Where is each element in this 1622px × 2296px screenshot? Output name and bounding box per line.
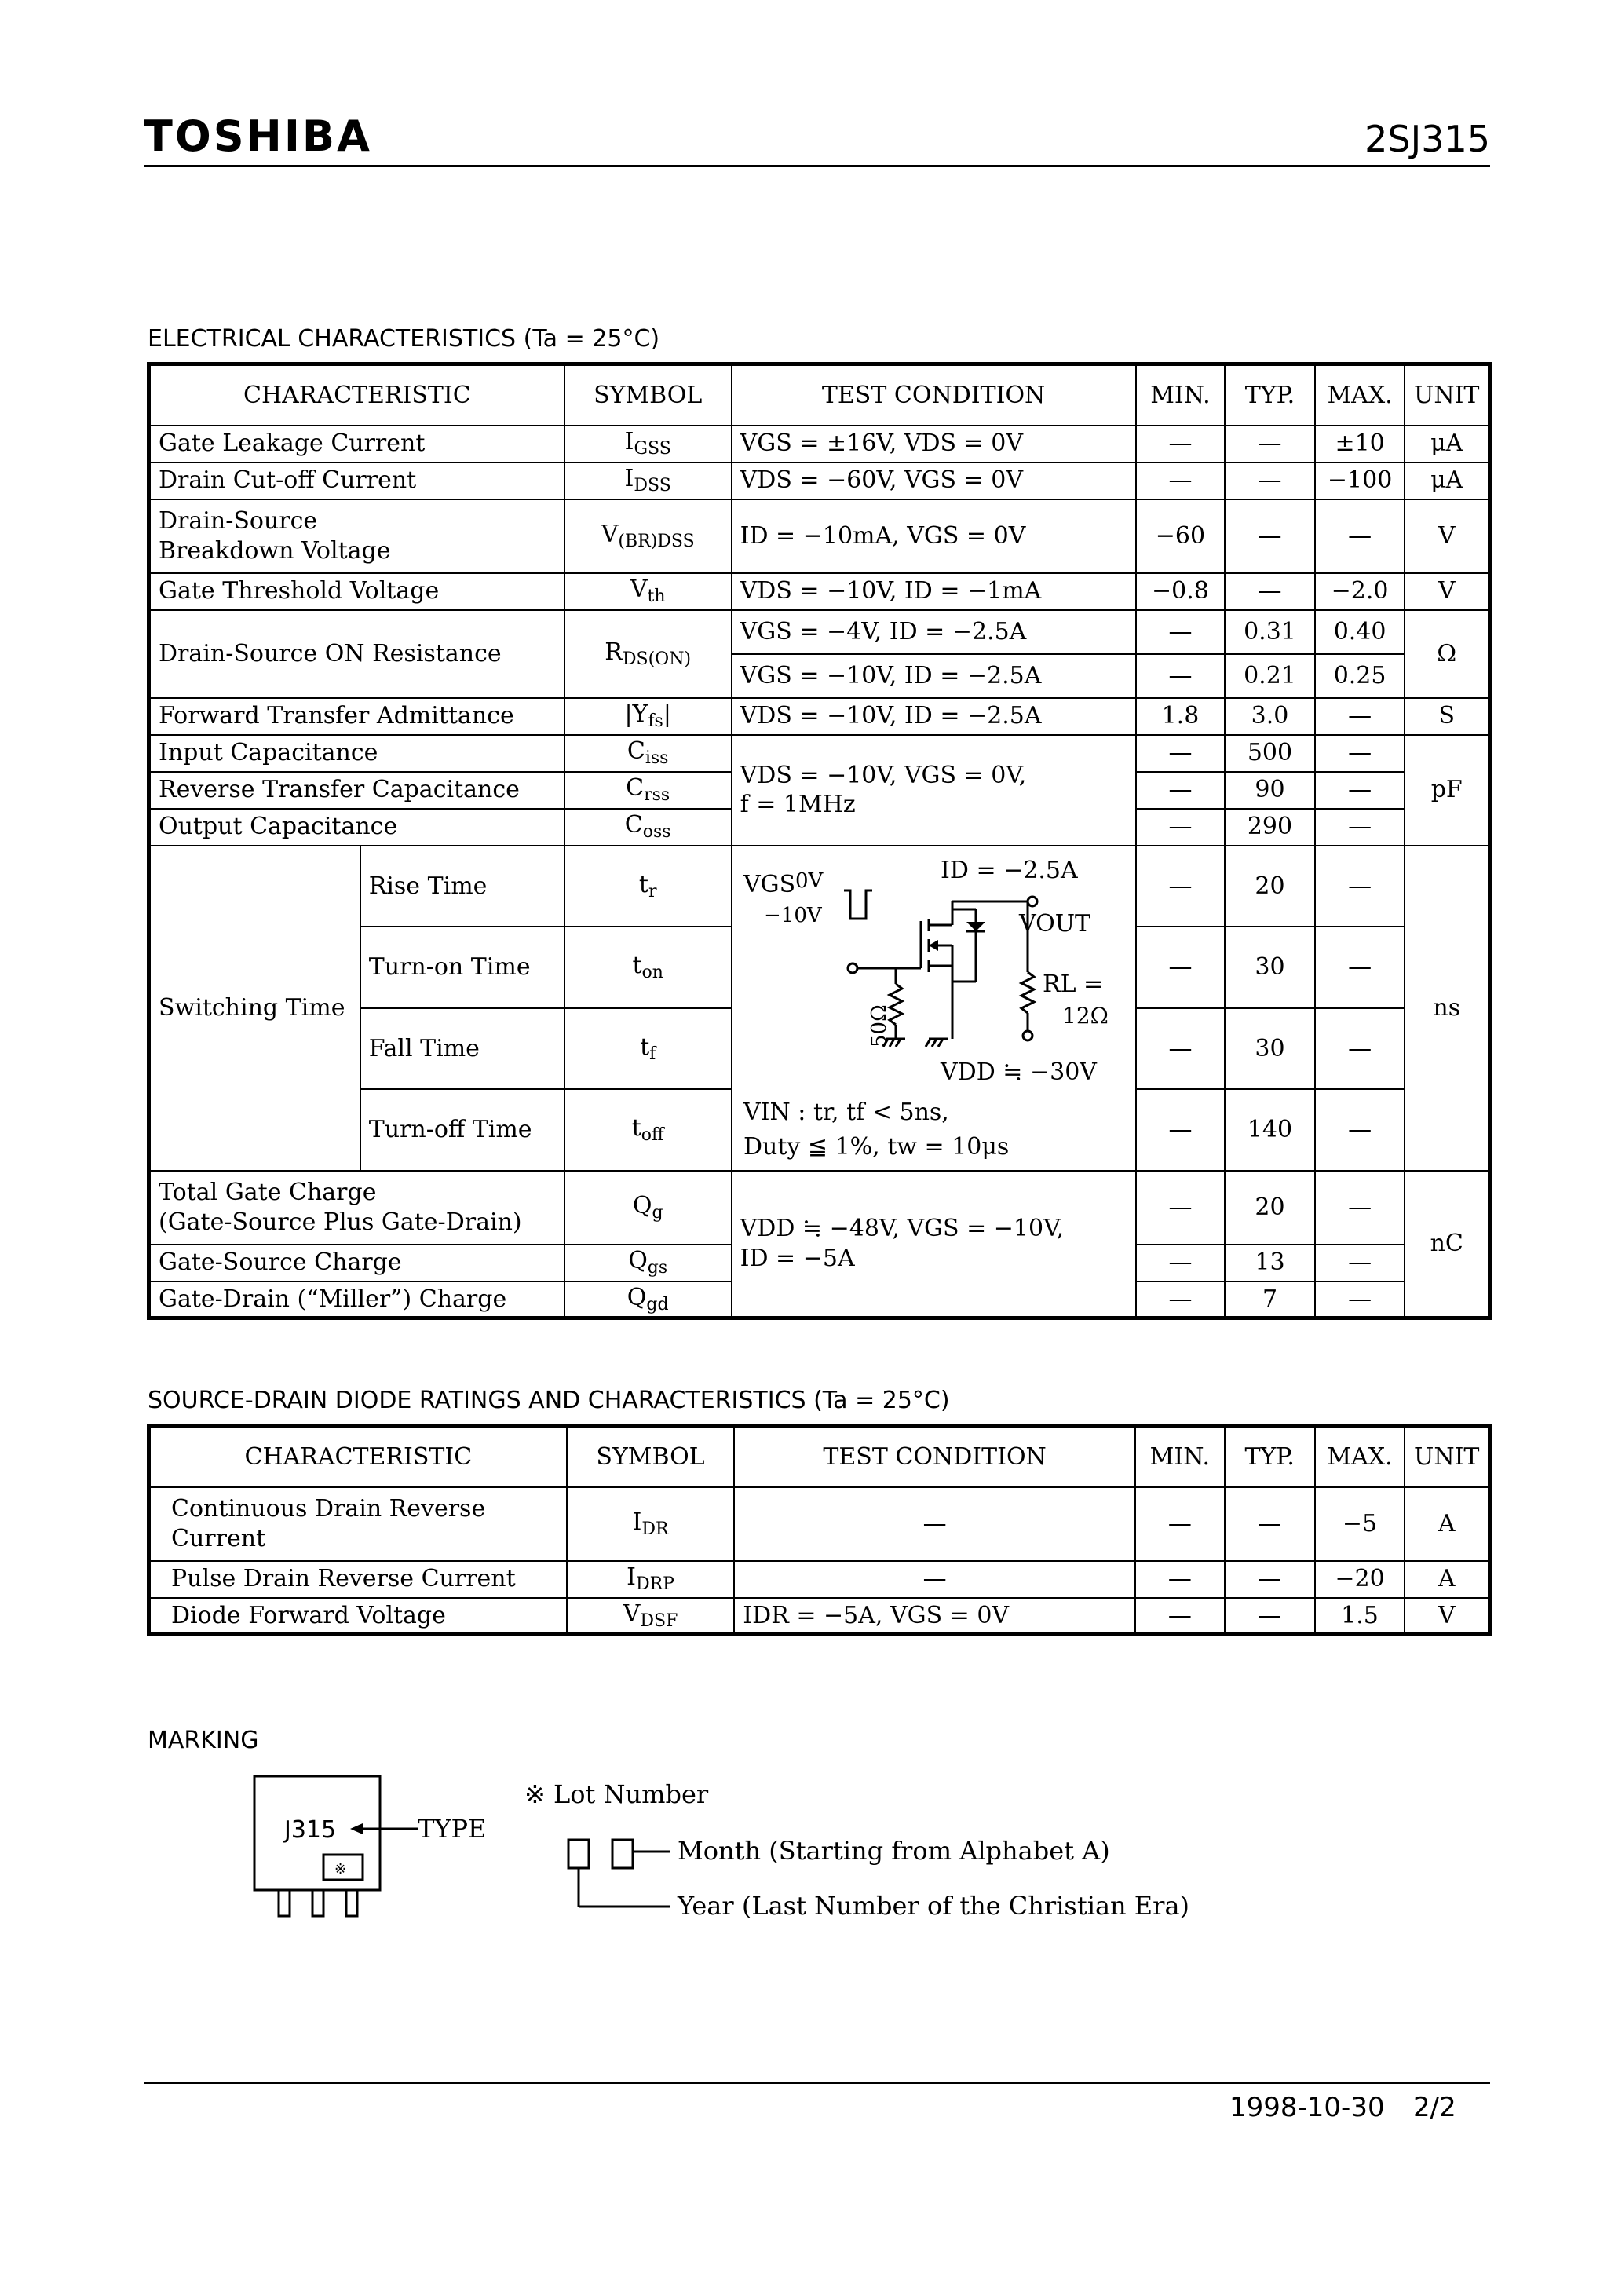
unit-value: V (1405, 499, 1489, 573)
marking-diagram (236, 1767, 1295, 1940)
test-condition: VGS = ±16V, VDS = 0V (732, 426, 1136, 462)
characteristic-name: Total Gate Charge (Gate-Source Plus Gate-Drain) (149, 1171, 564, 1245)
table-row (149, 1561, 1490, 1598)
marking-section-title: MARKING (148, 1727, 259, 1754)
typ-value: 7 (1225, 1281, 1314, 1318)
vdd-terminal (1023, 1031, 1032, 1040)
electrical-section-title: ELECTRICAL CHARACTERISTICS (Ta = 25°C) (148, 325, 660, 353)
symbol: $I_{GSS}$ (564, 426, 732, 462)
col-unit: UNIT (1405, 364, 1489, 426)
col-test-condition: TEST CONDITION (732, 364, 1136, 426)
test-condition: ID = −10mA, VGS = 0V (732, 499, 1136, 573)
max-value: — (1315, 1171, 1405, 1245)
col-max: MAX. (1315, 364, 1405, 426)
test-condition: VDS = −60V, VGS = 0V (732, 462, 1136, 499)
gate-resistor (890, 984, 902, 1025)
table-row (149, 735, 1490, 772)
max-value: −100 (1315, 462, 1405, 499)
switching-circuit-cell (732, 846, 1136, 1171)
lot-number-label: ※ Lot Number (524, 1779, 709, 1809)
typ-value: 290 (1225, 809, 1314, 846)
min-value: — (1136, 1245, 1226, 1281)
year-box (568, 1840, 589, 1868)
min-value: — (1135, 1487, 1225, 1561)
table-row (149, 1171, 1490, 1245)
table-row (149, 698, 1490, 735)
min-value: — (1136, 846, 1226, 927)
sub-characteristic-name: Turn-off Time (360, 1089, 564, 1171)
lead-2 (312, 1890, 323, 1916)
max-value: — (1315, 927, 1405, 1008)
vdd-label: VDD ≒ −30V (940, 1058, 1097, 1086)
max-value: — (1315, 1245, 1405, 1281)
symbol: $V_{DSF}$ (567, 1598, 735, 1635)
max-value: — (1315, 1008, 1405, 1090)
characteristic-name: Drain-Source ON Resistance (149, 610, 564, 698)
load-resistor (1021, 972, 1034, 1013)
rl-value-label: 12Ω (1061, 1002, 1109, 1029)
min-value: — (1135, 1561, 1225, 1598)
typ-value: — (1225, 462, 1314, 499)
max-value: — (1315, 499, 1405, 573)
typ-value: 20 (1225, 1171, 1314, 1245)
sub-characteristic-name: Turn-on Time (360, 927, 564, 1008)
r50-label: 50Ω (867, 1004, 891, 1047)
unit-value: μA (1405, 426, 1489, 462)
type-arrow-head (350, 1823, 363, 1834)
max-value: — (1315, 698, 1405, 735)
part-number: 2SJ315 (1364, 118, 1490, 160)
col-min: MIN. (1136, 364, 1226, 426)
rl-label: RL = (1042, 970, 1103, 998)
characteristic-name: Reverse Transfer Capacitance (149, 772, 564, 809)
min-value: — (1136, 1089, 1226, 1171)
vneg-label: −10V (763, 903, 822, 927)
unit-value: μA (1405, 462, 1489, 499)
lead-1 (279, 1890, 290, 1916)
col-test-condition: TEST CONDITION (734, 1426, 1135, 1487)
characteristic-name: Continuous Drain Reverse Current (149, 1487, 567, 1561)
col-symbol: SYMBOL (564, 364, 732, 426)
footer-date: 1998-10-30 (1229, 2092, 1385, 2123)
package-marking-text: J315 (284, 1816, 337, 1844)
switching-test-circuit (732, 846, 1135, 1170)
table-row (149, 610, 1490, 654)
brand-logo: TOSHIBA (144, 112, 372, 161)
type-label: TYPE (418, 1814, 487, 1844)
unit-value: Ω (1405, 610, 1489, 698)
channel-arrow (929, 940, 938, 951)
gate-input-terminal (848, 963, 857, 973)
symbol: $Q_{gs}$ (564, 1245, 732, 1281)
col-symbol: SYMBOL (567, 1426, 735, 1487)
switching-note-2: Duty ≦ 1%, tw = 10μs (743, 1132, 1009, 1161)
typ-value: — (1225, 573, 1314, 610)
test-condition: VDD ≒ −48V, VGS = −10V, ID = −5A (732, 1171, 1136, 1318)
min-value: — (1136, 735, 1226, 772)
month-label: Month (Starting from Alphabet A) (678, 1836, 1110, 1866)
min-value: — (1136, 1171, 1226, 1245)
symbol: $Q_{gd}$ (564, 1281, 732, 1318)
min-value: — (1136, 927, 1226, 1008)
vout-label: VOUT (1018, 909, 1090, 938)
max-value: 0.25 (1315, 654, 1405, 698)
characteristic-name: Pulse Drain Reverse Current (149, 1561, 567, 1598)
test-condition: — (734, 1487, 1135, 1561)
symbol: $t_{on}$ (564, 927, 732, 1008)
typ-value: 0.31 (1225, 610, 1314, 654)
col-typ: TYP. (1225, 1426, 1315, 1487)
typ-value: 140 (1225, 1089, 1314, 1171)
min-value: — (1136, 772, 1226, 809)
characteristic-name: Gate Threshold Voltage (149, 573, 564, 610)
min-value: — (1136, 1008, 1226, 1090)
test-condition: VDS = −10V, VGS = 0V, f = 1MHz (732, 735, 1136, 846)
characteristic-name: Gate Leakage Current (149, 426, 564, 462)
max-value: −5 (1315, 1487, 1405, 1561)
v0-label: 0V (795, 868, 823, 893)
symbol: $Q_g$ (564, 1171, 732, 1245)
max-value: — (1315, 1281, 1405, 1318)
max-value: — (1315, 809, 1405, 846)
table-header-row (149, 1426, 1490, 1487)
symbol: $V_{th}$ (564, 573, 732, 610)
typ-value: — (1225, 1598, 1315, 1635)
vout-terminal (1028, 897, 1037, 906)
test-condition: — (734, 1561, 1135, 1598)
typ-value: — (1225, 426, 1314, 462)
typ-value: 30 (1225, 927, 1314, 1008)
footer-divider (144, 2082, 1490, 2084)
unit-value: pF (1405, 735, 1489, 846)
typ-value: 90 (1225, 772, 1314, 809)
unit-value: A (1405, 1487, 1489, 1561)
table-row (149, 426, 1490, 462)
max-value: — (1315, 735, 1405, 772)
switching-note-1: VIN : tr, tf < 5ns, (743, 1098, 949, 1126)
test-condition: IDR = −5A, VGS = 0V (734, 1598, 1135, 1635)
diode-table (147, 1424, 1492, 1636)
table-row (149, 573, 1490, 610)
characteristic-name: Forward Transfer Admittance (149, 698, 564, 735)
table-header-row (149, 364, 1490, 426)
typ-value: 500 (1225, 735, 1314, 772)
min-value: — (1136, 462, 1226, 499)
col-unit: UNIT (1405, 1426, 1489, 1487)
col-characteristic: CHARACTERISTIC (149, 1426, 567, 1487)
symbol: $R_{DS(ON)}$ (564, 610, 732, 698)
sub-characteristic-name: Fall Time (360, 1008, 564, 1090)
typ-value: 3.0 (1225, 698, 1314, 735)
max-value: −2.0 (1315, 573, 1405, 610)
col-characteristic: CHARACTERISTIC (149, 364, 564, 426)
typ-value: — (1225, 1561, 1315, 1598)
symbol: $I_{DSS}$ (564, 462, 732, 499)
sub-characteristic-name: Rise Time (360, 846, 564, 927)
unit-value: ns (1405, 846, 1489, 1171)
max-value: — (1315, 1089, 1405, 1171)
unit-value: A (1405, 1561, 1489, 1598)
typ-value: 0.21 (1225, 654, 1314, 698)
unit-value: nC (1405, 1171, 1489, 1318)
characteristic-name: Drain-Source Breakdown Voltage (149, 499, 564, 573)
symbol: $C_{rss}$ (564, 772, 732, 809)
test-condition: VDS = −10V, ID = −2.5A (732, 698, 1136, 735)
typ-value: 30 (1225, 1008, 1314, 1090)
unit-value: S (1405, 698, 1489, 735)
vgs-label: VGS (743, 870, 795, 898)
month-box (612, 1840, 633, 1868)
min-value: −60 (1136, 499, 1226, 573)
max-value: −20 (1315, 1561, 1405, 1598)
min-value: — (1135, 1598, 1225, 1635)
characteristic-name: Output Capacitance (149, 809, 564, 846)
lead-3 (346, 1890, 357, 1916)
id-label: ID = −2.5A (940, 856, 1078, 884)
unit-value: V (1405, 573, 1489, 610)
min-value: 1.8 (1136, 698, 1226, 735)
symbol: $t_{off}$ (564, 1089, 732, 1171)
max-value: — (1315, 846, 1405, 927)
typ-value: — (1225, 1487, 1315, 1561)
diode-section-title: SOURCE-DRAIN DIODE RATINGS AND CHARACTERISTICS (Ta = 25°C) (148, 1387, 950, 1414)
typ-value: — (1225, 499, 1314, 573)
min-value: −0.8 (1136, 573, 1226, 610)
typ-value: 13 (1225, 1245, 1314, 1281)
table-row (149, 846, 1490, 927)
table-row (149, 1598, 1490, 1635)
max-value: — (1315, 772, 1405, 809)
test-condition: VGS = −10V, ID = −2.5A (732, 654, 1136, 698)
input-pulse-waveform (844, 890, 872, 919)
table-row (149, 499, 1490, 573)
symbol: $I_{DRP}$ (567, 1561, 735, 1598)
max-value: 0.40 (1315, 610, 1405, 654)
col-min: MIN. (1135, 1426, 1225, 1487)
symbol: $C_{iss}$ (564, 735, 732, 772)
max-value: 1.5 (1315, 1598, 1405, 1635)
diode-triangle (966, 922, 985, 931)
min-value: — (1136, 610, 1226, 654)
test-condition: VGS = −4V, ID = −2.5A (732, 610, 1136, 654)
symbol: $t_f$ (564, 1008, 732, 1090)
characteristic-name: Gate-Source Charge (149, 1245, 564, 1281)
footer-page-number: 2/2 (1413, 2092, 1456, 2123)
min-value: — (1136, 1281, 1226, 1318)
table-row (149, 462, 1490, 499)
max-value: ±10 (1315, 426, 1405, 462)
typ-value: 20 (1225, 846, 1314, 927)
package-lot-symbol: ※ (334, 1861, 347, 1877)
characteristic-name: Diode Forward Voltage (149, 1598, 567, 1635)
characteristic-name: Gate-Drain (“Miller”) Charge (149, 1281, 564, 1318)
col-typ: TYP. (1225, 364, 1314, 426)
characteristic-name: Drain Cut-off Current (149, 462, 564, 499)
unit-value: V (1405, 1598, 1489, 1635)
symbol: $V_{(BR)DSS}$ (564, 499, 732, 573)
characteristic-name: Switching Time (149, 846, 360, 1171)
electrical-table (147, 362, 1492, 1320)
header-divider (144, 165, 1490, 167)
year-label: Year (Last Number of the Christian Era) (678, 1891, 1190, 1921)
symbol: $I_{DR}$ (567, 1487, 735, 1561)
test-condition: VDS = −10V, ID = −1mA (732, 573, 1136, 610)
table-row (149, 1487, 1490, 1561)
symbol: $|Y_{fs}|$ (564, 698, 732, 735)
characteristic-name: Input Capacitance (149, 735, 564, 772)
symbol: $C_{oss}$ (564, 809, 732, 846)
min-value: — (1136, 809, 1226, 846)
symbol: $t_r$ (564, 846, 732, 927)
min-value: — (1136, 426, 1226, 462)
min-value: — (1136, 654, 1226, 698)
col-max: MAX. (1315, 1426, 1405, 1487)
